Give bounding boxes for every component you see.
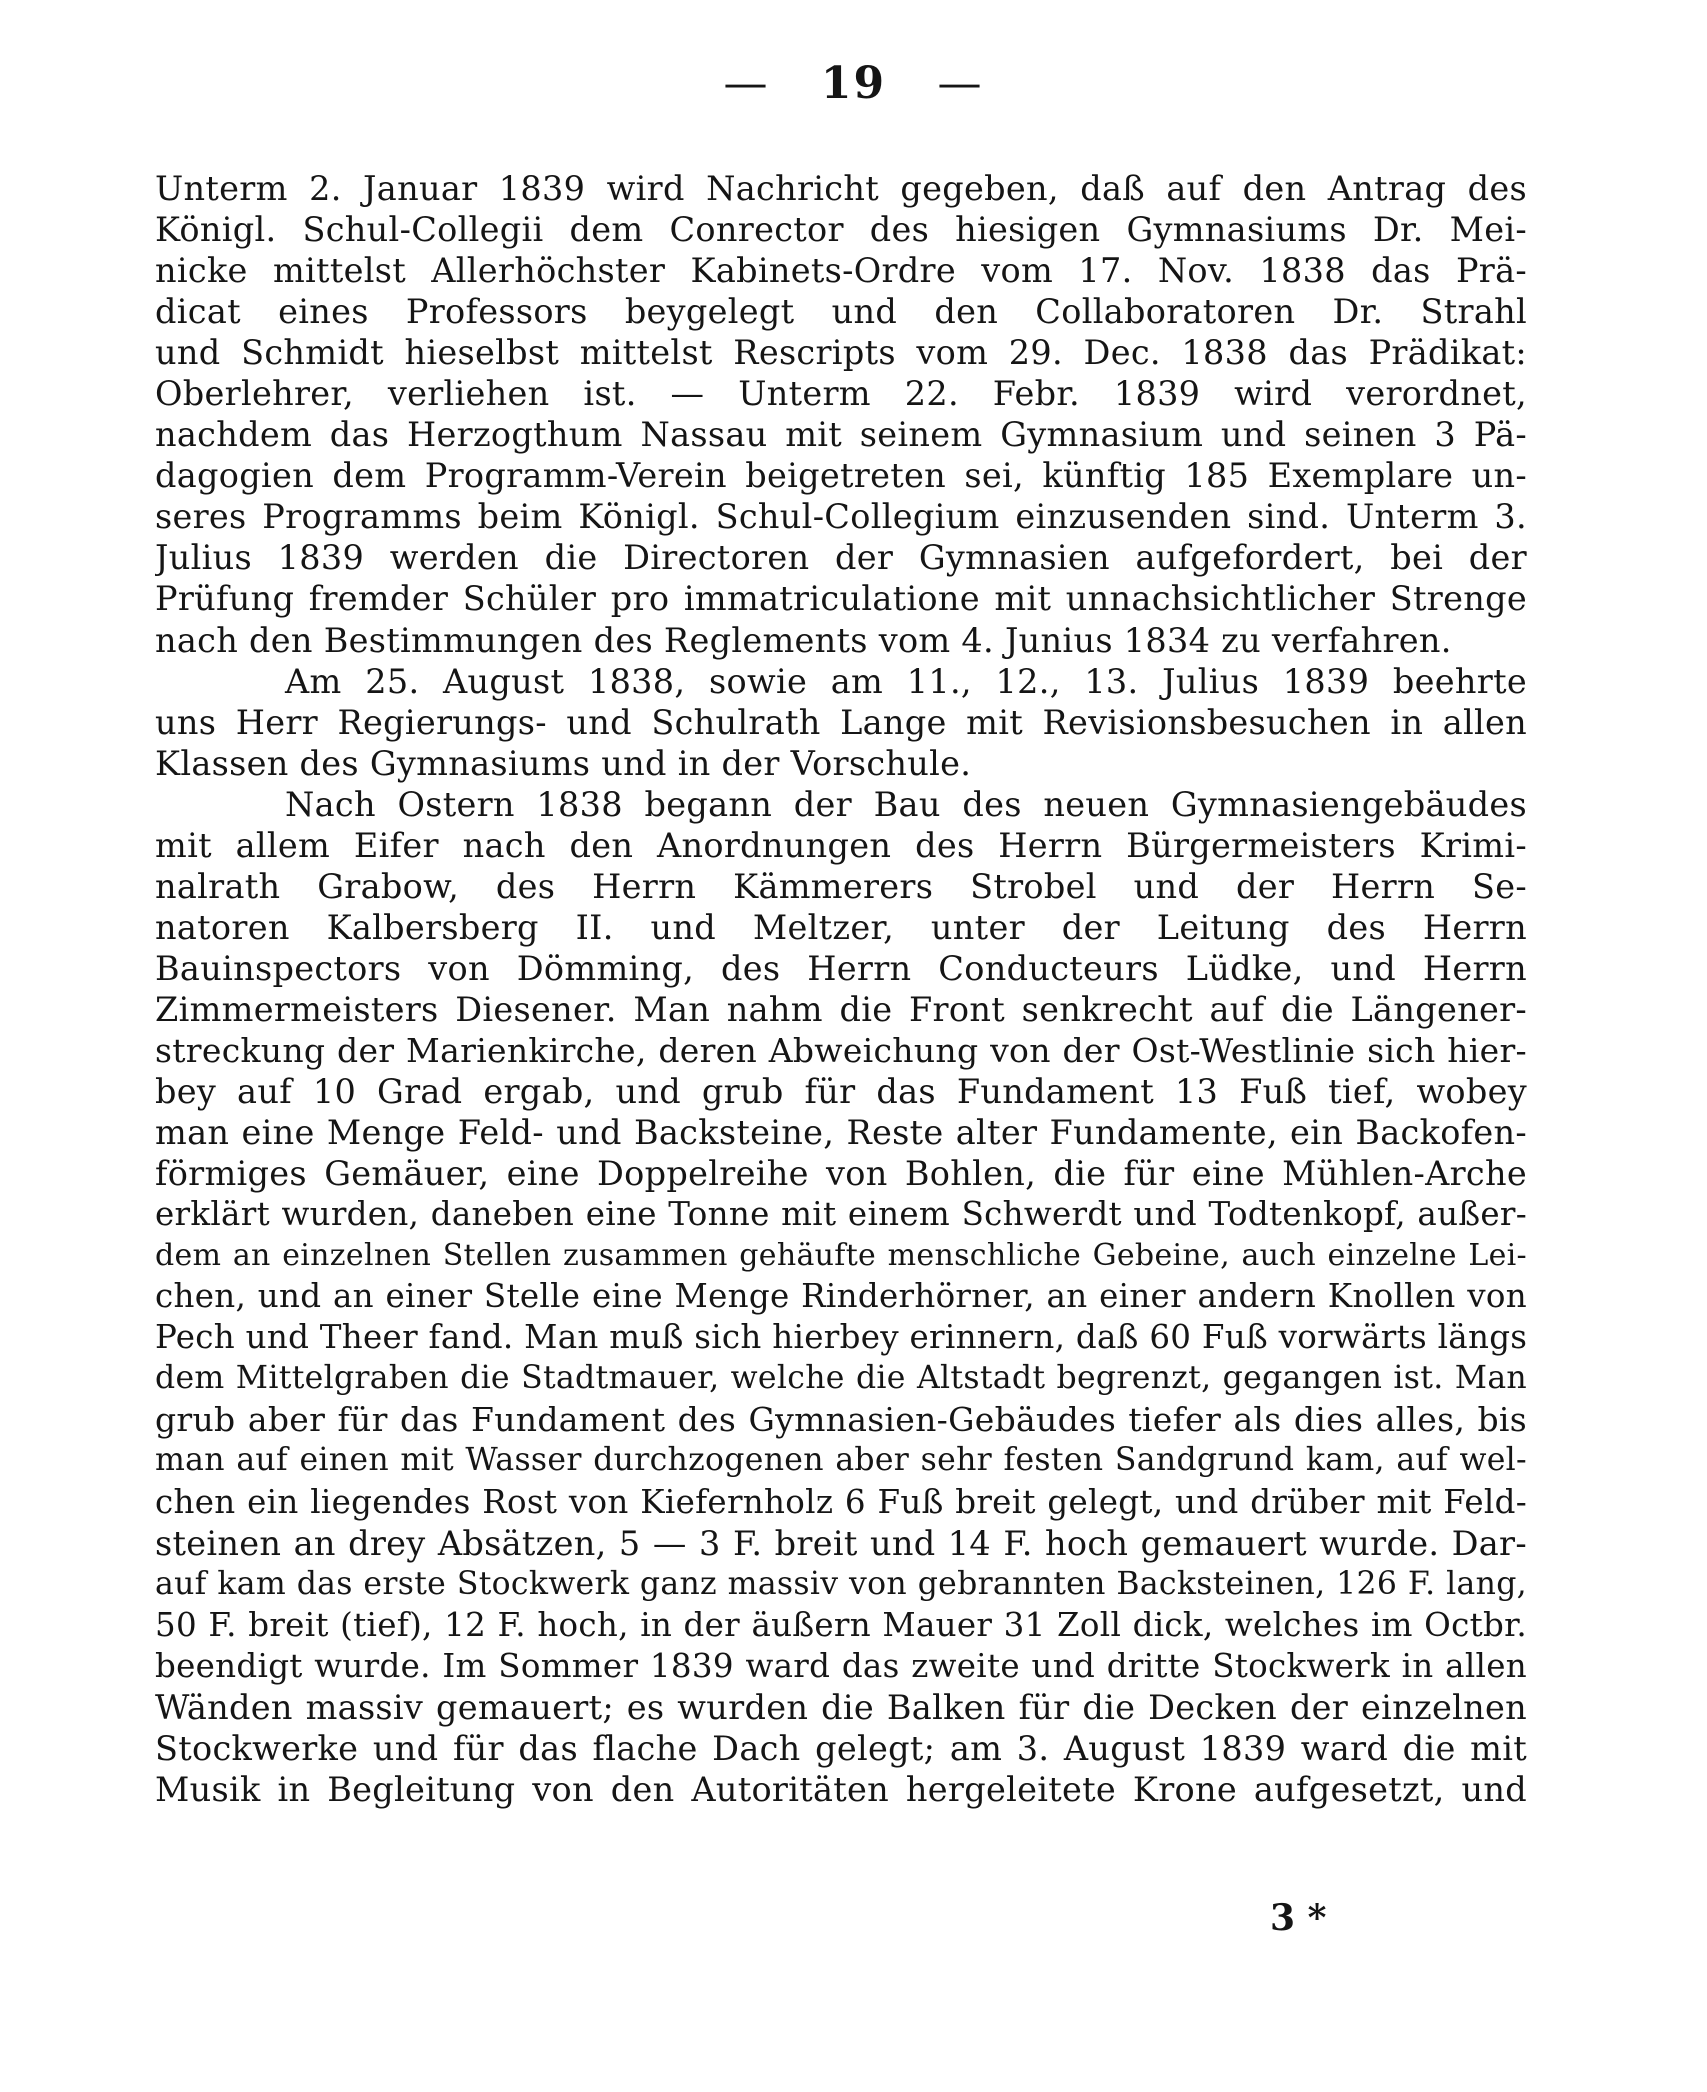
- signature-mark: 3 *: [1270, 1897, 1327, 1939]
- text-line: dicat eines Professors beygelegt und den Collaboratoren Dr. Strahl: [155, 292, 1527, 332]
- header-dash-left: —: [723, 58, 770, 109]
- text-line: und Schmidt hieselbst mittelst Rescripts vom 29. Dec. 1838 das Prädikat:: [155, 333, 1527, 373]
- text-line: förmiges Gemäuer, eine Doppelreihe von Bohlen, die für eine Mühlen-Arche: [155, 1154, 1527, 1194]
- text-line: nach den Bestimmungen des Reglements vom 4. Junius 1834 zu verfahren.: [155, 620, 1452, 660]
- text-line: dem an einzelnen Stellen zusammen gehäufte menschliche Gebeine, auch einzelne Lei-: [155, 1238, 1527, 1274]
- text-line: Nach Ostern 1838 begann der Bau des neuen Gymnasiengebäudes: [285, 784, 1527, 824]
- page-header: [0, 58, 1707, 109]
- page-number: 19: [820, 58, 887, 109]
- text-line: streckung der Marienkirche, deren Abweichung von der Ost-Westlinie sich hier-: [155, 1030, 1527, 1070]
- text-line: Klassen des Gymnasiums und in der Vorschule.: [155, 743, 972, 783]
- text-line: dem Mittelgraben die Stadtmauer, welche die Altstadt begrenzt, gegangen ist. Man: [155, 1360, 1527, 1397]
- text-line: erklärt wurden, daneben eine Tonne mit einem Schwerdt und Todtenkopf, außer-: [155, 1195, 1527, 1234]
- text-line: seres Programms beim Königl. Schul-Collegium einzusenden sind. Unterm 3.: [155, 497, 1527, 537]
- text-line: Bauinspectors von Dömming, des Herrn Conducteurs Lüdke, und Herrn: [155, 948, 1527, 988]
- text-line: natoren Kalbersberg II. und Meltzer, unter der Leitung des Herrn: [155, 907, 1527, 947]
- text-line: grub aber für das Fundament des Gymnasien-Gebäudes tiefer als dies alles, bis: [155, 1400, 1527, 1440]
- text-line: Oberlehrer, verliehen ist. — Unterm 22. Febr. 1839 wird verordnet,: [155, 374, 1527, 414]
- text-line: Zimmermeisters Diesener. Man nahm die Front senkrecht auf die Längener-: [155, 989, 1527, 1029]
- text-line: steinen an drey Absätzen, 5 — 3 F. breit und 14 F. hoch gemauert wurde. Dar-: [155, 1523, 1527, 1563]
- text-line: bey auf 10 Grad ergab, und grub für das Fundament 13 Fuß tief, wobey: [155, 1072, 1527, 1112]
- text-line: chen, und an einer Stelle eine Menge Rinderhörner, an einer andern Knollen von: [155, 1277, 1527, 1316]
- text-line: Königl. Schul-Collegii dem Conrector des hiesigen Gymnasiums Dr. Mei-: [155, 210, 1527, 250]
- text-line: 50 F. breit (tief), 12 F. hoch, in der äußern Mauer 31 Zoll dick, welches im Octbr.: [155, 1605, 1527, 1644]
- text-line: uns Herr Regierungs- und Schulrath Lange mit Revisionsbesuchen in allen: [155, 702, 1527, 742]
- text-line: dagogien dem Programm-Verein beigetreten sei, künftig 185 Exemplare un-: [155, 456, 1527, 496]
- text-line: Pech und Theer fand. Man muß sich hierbey erinnern, daß 60 Fuß vorwärts längs: [155, 1318, 1527, 1357]
- text-line: chen ein liegendes Rost von Kiefernholz 6 Fuß breit gelegt, und drüber mit Feld-: [155, 1482, 1527, 1521]
- text-line: Stockwerke und für das flache Dach gelegt; am 3. August 1839 ward die mit: [155, 1728, 1527, 1768]
- text-line: Am 25. August 1838, sowie am 11., 12., 13. Julius 1839 beehrte: [285, 661, 1527, 701]
- text-line: nachdem das Herzogthum Nassau mit seinem Gymnasium und seinen 3 Pä-: [155, 415, 1527, 455]
- text-line: Unterm 2. Januar 1839 wird Nachricht gegeben, daß auf den Antrag des: [155, 169, 1527, 208]
- text-line: nalrath Grabow, des Herrn Kämmerers Strobel und der Herrn Se-: [155, 866, 1527, 906]
- text-line: man auf einen mit Wasser durchzogenen aber sehr festen Sandgrund kam, auf wel-: [155, 1442, 1527, 1479]
- text-line: mit allem Eifer nach den Anordnungen des Herrn Bürgermeisters Krimi-: [155, 825, 1527, 865]
- text-line: man eine Menge Feld- und Backsteine, Reste alter Fundamente, ein Backofen-: [155, 1113, 1527, 1153]
- body-text: [155, 168, 1527, 1810]
- text-line: Julius 1839 werden die Directoren der Gymnasien aufgefordert, bei der: [155, 538, 1527, 578]
- text-line: nicke mittelst Allerhöchster Kabinets-Ordre vom 17. Nov. 1838 das Prä-: [155, 251, 1527, 291]
- header-dash-right: —: [937, 58, 984, 109]
- text-line: Wänden massiv gemauert; es wurden die Balken für die Decken der einzelnen: [155, 1687, 1527, 1727]
- text-line: beendigt wurde. Im Sommer 1839 ward das zweite und dritte Stockwerk in allen: [155, 1646, 1527, 1685]
- text-line: Musik in Begleitung von den Autoritäten hergeleitete Krone aufgesetzt, und: [155, 1769, 1527, 1809]
- text-line: auf kam das erste Stockwerk ganz massiv von gebrannten Backsteinen, 126 F. lang,: [155, 1565, 1527, 1602]
- text-line: Prüfung fremder Schüler pro immatriculatione mit unnachsichtlicher Strenge: [155, 579, 1527, 619]
